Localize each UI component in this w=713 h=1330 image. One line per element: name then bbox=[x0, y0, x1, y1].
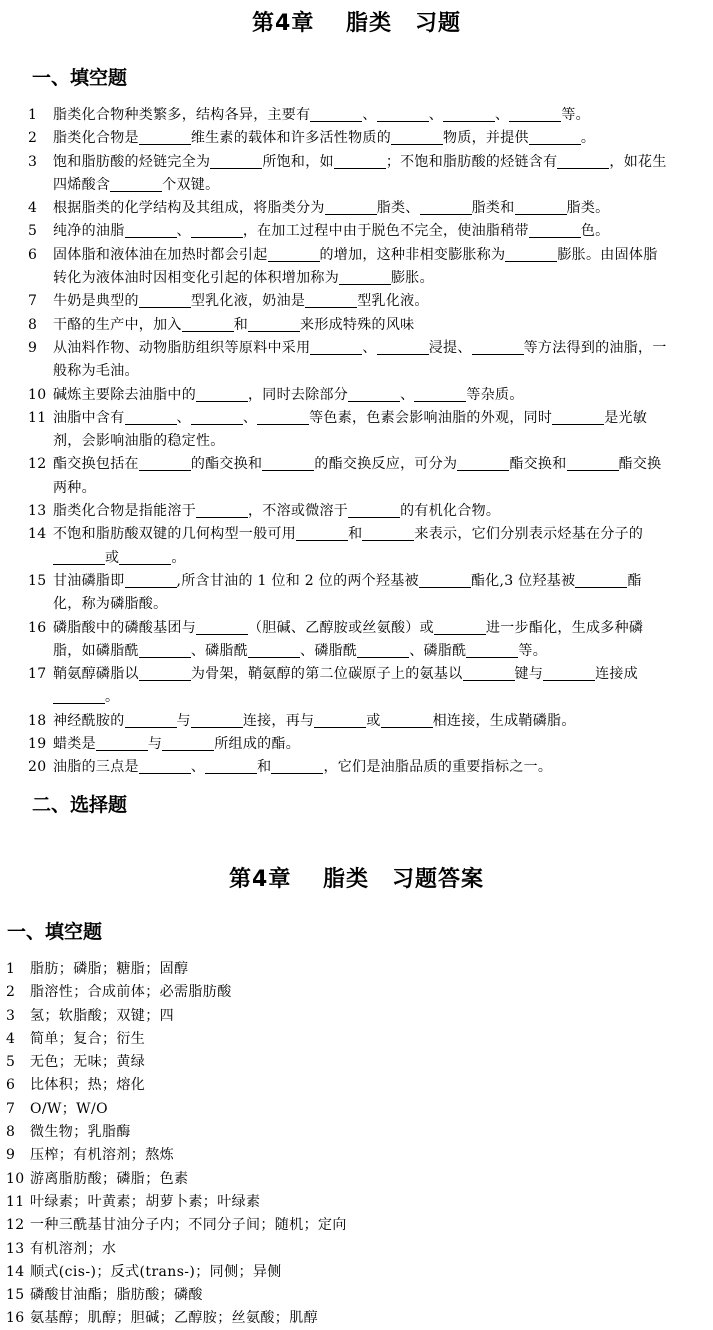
answer-blank bbox=[377, 340, 429, 355]
answer-number: 10 bbox=[6, 1170, 25, 1187]
answer-blank bbox=[139, 456, 191, 471]
question-number: 2 bbox=[28, 130, 38, 147]
question-item bbox=[28, 407, 668, 454]
answer-blank bbox=[191, 410, 243, 425]
question-text: 鞘氨醇磷脂以 bbox=[53, 666, 139, 683]
answer-number: 5 bbox=[6, 1054, 16, 1071]
question-text: 等色素，色素会影响油脂的外观，同时 bbox=[309, 409, 553, 426]
question-text: 根据脂类的化学结构及其组成，将脂类分为 bbox=[53, 200, 325, 217]
question-text: ，不溶或微溶于 bbox=[248, 503, 349, 520]
answer-number: 11 bbox=[6, 1193, 25, 1210]
question-text: 维生素的载体和许多活性物质的 bbox=[190, 130, 392, 147]
answer-number: 14 bbox=[6, 1263, 25, 1280]
question-item bbox=[28, 733, 668, 756]
answer-item bbox=[6, 1005, 713, 1028]
question-text: 酯交换和 bbox=[509, 456, 567, 473]
question-item bbox=[28, 710, 668, 733]
answer-blank bbox=[552, 410, 604, 425]
answer-item bbox=[6, 1214, 713, 1237]
answer-page-title: 第4章 脂类 习题答案 bbox=[229, 867, 484, 892]
answer-blank bbox=[443, 107, 495, 122]
answer-number: 4 bbox=[6, 1030, 16, 1047]
answer-blank bbox=[296, 526, 348, 541]
question-text: 与 bbox=[176, 712, 191, 729]
question-item bbox=[28, 384, 668, 407]
answer-text: 无色；无味；黄绿 bbox=[30, 1054, 146, 1071]
question-text: 。 bbox=[171, 549, 186, 566]
question-number: 12 bbox=[28, 456, 47, 473]
answer-item bbox=[6, 1051, 713, 1074]
answer-blank bbox=[248, 317, 300, 332]
answer-blank bbox=[257, 410, 309, 425]
answer-item bbox=[6, 1168, 713, 1191]
answer-blank bbox=[463, 666, 515, 681]
question-text: ，在加工过程中由于脱色不完全，使油脂稍带 bbox=[242, 223, 529, 240]
question-text: 浸提、 bbox=[428, 339, 472, 356]
answer-text: O/W；W/O bbox=[30, 1100, 108, 1117]
question-number: 10 bbox=[28, 386, 47, 403]
answer-blank bbox=[310, 340, 362, 355]
answer-number: 16 bbox=[6, 1310, 25, 1327]
question-text: ，它们是油脂品质的重要指标之一。 bbox=[323, 759, 553, 776]
question-number: 15 bbox=[28, 572, 47, 589]
answer-blank bbox=[543, 666, 595, 681]
question-text: 、 bbox=[176, 223, 191, 240]
question-text: 磷脂酸中的磷酸基团与 bbox=[53, 619, 196, 636]
question-text: 脂类化合物种类繁多，结构各异，主要有 bbox=[53, 107, 311, 123]
answer-blank bbox=[457, 456, 509, 471]
answer-item bbox=[6, 1144, 713, 1167]
answer-page bbox=[0, 842, 713, 1330]
question-item bbox=[28, 663, 668, 710]
answer-blank bbox=[391, 130, 443, 145]
question-item bbox=[28, 756, 668, 779]
question-text: 来表示，它们分别表示烃基在分子的 bbox=[414, 526, 644, 543]
answer-item bbox=[6, 1284, 713, 1307]
question-item bbox=[28, 197, 668, 220]
answer-item bbox=[6, 1098, 713, 1121]
answer-text: 顺式(cis-)；反式(trans-)；同侧；异侧 bbox=[30, 1263, 282, 1280]
answer-text: 叶绿素；叶黄素；胡萝卜素；叶绿素 bbox=[30, 1193, 261, 1210]
answer-number: 15 bbox=[6, 1287, 25, 1304]
answer-blank bbox=[515, 200, 567, 215]
answer-list bbox=[6, 958, 713, 1330]
question-text: 是光敏剂，会影响油脂的稳定性。 bbox=[53, 409, 648, 450]
question-text: 和 bbox=[233, 316, 249, 333]
question-text: 连接，再与 bbox=[242, 712, 315, 729]
question-item bbox=[28, 104, 668, 127]
answer-text: 压榨；有机溶剂；熬炼 bbox=[30, 1147, 174, 1164]
question-text: 和 bbox=[348, 526, 363, 543]
answer-item bbox=[6, 1238, 713, 1261]
question-number: 14 bbox=[28, 526, 47, 543]
answer-blank bbox=[196, 503, 248, 518]
answer-blank bbox=[125, 410, 177, 425]
page-title: 第4章 脂类 习题 bbox=[252, 11, 461, 36]
question-text: 酯交换包括在 bbox=[53, 456, 139, 473]
answer-item bbox=[6, 1191, 713, 1214]
answer-blank bbox=[434, 620, 486, 635]
answer-text: 氨基醇；肌醇；胆碱；乙醇胺；丝氨酸；肌醇 bbox=[30, 1310, 318, 1327]
question-text: 纯净的油脂 bbox=[53, 223, 125, 240]
question-text: 、磷脂酰 bbox=[300, 642, 358, 659]
answer-blank bbox=[205, 759, 257, 774]
question-number: 7 bbox=[28, 293, 38, 310]
answer-text: 磷酸甘油酯；脂肪酸；磷酸 bbox=[30, 1287, 203, 1304]
answer-text: 有机溶剂；水 bbox=[30, 1240, 117, 1257]
question-text: 、 bbox=[362, 339, 377, 356]
answer-section-heading: 一、填空题 bbox=[7, 921, 103, 943]
question-number: 8 bbox=[28, 316, 38, 333]
question-text: 油脂的三点是 bbox=[53, 759, 139, 776]
answer-blank bbox=[314, 713, 366, 728]
answer-number: 8 bbox=[6, 1124, 16, 1141]
question-text: 脂类化合物是指能溶于 bbox=[53, 503, 196, 520]
question-number: 20 bbox=[28, 759, 47, 776]
answer-blank bbox=[414, 387, 466, 402]
answer-number: 13 bbox=[6, 1240, 25, 1257]
question-text: 与 bbox=[147, 736, 163, 753]
answer-text: 比体积；热；熔化 bbox=[30, 1077, 146, 1094]
question-text: 的酯交换反应，可分为 bbox=[314, 456, 458, 473]
answer-blank bbox=[348, 503, 400, 518]
question-text: 不饱和脂肪酸双键的几何构型一般可用 bbox=[53, 526, 297, 543]
question-item bbox=[28, 523, 668, 570]
question-text: 油脂中含有 bbox=[53, 409, 125, 426]
answer-number: 7 bbox=[6, 1100, 16, 1117]
answer-blank bbox=[210, 154, 262, 169]
answer-blank bbox=[339, 270, 391, 285]
answer-text: 游离脂肪酸；磷脂；色素 bbox=[30, 1170, 189, 1187]
question-text: 酯化，称为磷脂酸。 bbox=[53, 572, 642, 613]
question-text: 等。 bbox=[518, 642, 548, 659]
question-text: 的增加，这种非相变膨胀称为 bbox=[319, 246, 506, 263]
answer-blank bbox=[162, 736, 214, 751]
question-number: 13 bbox=[28, 503, 47, 520]
question-text: 键与 bbox=[514, 666, 544, 683]
answer-blank bbox=[125, 573, 177, 588]
answer-number: 12 bbox=[6, 1217, 25, 1234]
answer-blank bbox=[139, 759, 191, 774]
question-list bbox=[28, 104, 668, 780]
question-text: ，同时去除部分 bbox=[248, 386, 349, 403]
answer-number: 3 bbox=[6, 1007, 16, 1024]
question-text: ；不饱和脂肪酸的烃链含有 bbox=[385, 153, 558, 170]
question-text: 个双键。 bbox=[162, 176, 220, 193]
question-number: 19 bbox=[28, 736, 47, 753]
answer-text: 简单；复合；衍生 bbox=[30, 1030, 146, 1047]
answer-blank bbox=[419, 573, 471, 588]
question-number: 5 bbox=[28, 223, 38, 240]
question-text: 牛奶是典型的 bbox=[53, 293, 139, 310]
answer-blank bbox=[182, 317, 234, 332]
question-number: 4 bbox=[28, 200, 38, 217]
question-text: 干酪的生产中，加入 bbox=[53, 316, 182, 333]
answer-blank bbox=[96, 736, 148, 751]
answer-item bbox=[6, 1121, 713, 1144]
answer-text: 氢；软脂酸；双键；四 bbox=[30, 1007, 174, 1024]
question-text: 进一步酯化，生成多种磷脂，如磷脂酰 bbox=[53, 619, 644, 659]
answer-blank bbox=[466, 643, 518, 658]
question-text: 蜡类是 bbox=[53, 736, 96, 753]
answer-number: 1 bbox=[6, 961, 16, 977]
question-text: 、磷脂酰 bbox=[409, 642, 467, 659]
question-text: 固体脂和液体油在加热时都会引起 bbox=[53, 246, 268, 263]
question-text: 脂类、 bbox=[376, 200, 420, 217]
question-text: 脂类。 bbox=[566, 200, 610, 217]
question-text: 色。 bbox=[580, 223, 610, 240]
question-text: 、 bbox=[242, 409, 258, 426]
answer-blank bbox=[348, 387, 400, 402]
question-text: （胆碱、乙醇胺或丝氨酸）或 bbox=[248, 619, 434, 636]
question-text: 型乳化液。 bbox=[357, 293, 429, 310]
question-text: 碱炼主要除去油脂中的 bbox=[53, 386, 196, 403]
answer-item bbox=[6, 1261, 713, 1284]
answer-item bbox=[6, 1028, 713, 1051]
question-text: 的有机化合物。 bbox=[400, 503, 501, 520]
question-text: 。 bbox=[580, 130, 596, 147]
question-text: 物质，并提供 bbox=[443, 130, 529, 147]
question-text: 甘油磷脂即 bbox=[53, 572, 125, 589]
question-text: 等。 bbox=[561, 107, 590, 123]
answer-blank bbox=[119, 550, 171, 565]
question-text: 膨胀。由固体脂转化为液体油时因相变化引起的体积增加称为 bbox=[53, 246, 658, 287]
answer-blank bbox=[139, 130, 191, 145]
question-text: 的酯交换和 bbox=[190, 456, 263, 473]
answer-blank bbox=[53, 550, 105, 565]
answer-item bbox=[6, 1307, 713, 1330]
question-text: 或 bbox=[366, 712, 381, 729]
answer-text: 脂溶性；合成前体；必需脂肪酸 bbox=[30, 984, 232, 1001]
question-text: 或 bbox=[105, 549, 120, 566]
answer-blank bbox=[191, 223, 243, 238]
answer-number: 2 bbox=[6, 984, 16, 1001]
question-text: 、 bbox=[428, 107, 444, 123]
answer-blank bbox=[472, 340, 524, 355]
question-number: 11 bbox=[28, 409, 47, 426]
answer-number: 9 bbox=[6, 1147, 16, 1164]
answer-text: 微生物；乳脂酶 bbox=[30, 1124, 131, 1141]
question-text: 所组成的酯。 bbox=[214, 736, 301, 753]
question-item bbox=[28, 290, 668, 313]
question-item bbox=[28, 337, 668, 384]
question-text: ，如花生四烯酸含 bbox=[53, 153, 667, 193]
question-text: ,所含甘油的 1 位和 2 位的两个羟基被 bbox=[176, 572, 419, 589]
answer-blank bbox=[505, 247, 557, 262]
answer-blank bbox=[567, 456, 619, 471]
question-text: 神经酰胺的 bbox=[53, 712, 125, 729]
question-text: 酯化,3 位羟基被 bbox=[470, 572, 576, 589]
answer-blank bbox=[271, 759, 323, 774]
question-number: 18 bbox=[28, 712, 47, 729]
question-text: 等杂质。 bbox=[466, 386, 524, 403]
answer-blank bbox=[529, 130, 581, 145]
answer-blank bbox=[196, 620, 248, 635]
answer-blank bbox=[139, 643, 191, 658]
question-text: 、 bbox=[190, 759, 206, 776]
question-item bbox=[28, 314, 668, 337]
answer-text: 脂肪；磷脂；糖脂；固醇 bbox=[30, 961, 189, 977]
answer-blank bbox=[557, 154, 609, 169]
answer-blank bbox=[196, 387, 248, 402]
answer-blank bbox=[334, 154, 386, 169]
question-text: 、 bbox=[176, 409, 191, 426]
answer-blank bbox=[262, 456, 314, 471]
answer-blank bbox=[110, 177, 162, 192]
question-number: 6 bbox=[28, 246, 38, 263]
answer-blank bbox=[305, 293, 357, 308]
answer-text: 一种三酰基甘油分子内；不同分子间；随机；定向 bbox=[30, 1217, 347, 1234]
question-item bbox=[28, 244, 668, 291]
question-item bbox=[28, 617, 668, 664]
question-text: 、 bbox=[495, 107, 510, 123]
answer-blank bbox=[139, 293, 191, 308]
answer-blank bbox=[575, 573, 627, 588]
question-text: 膨胀。 bbox=[391, 270, 434, 287]
answer-blank bbox=[310, 107, 362, 122]
question-text: 连接成 bbox=[595, 666, 639, 683]
question-text: 酯交换两种。 bbox=[53, 456, 662, 496]
answer-blank bbox=[362, 526, 414, 541]
answer-item bbox=[6, 1074, 713, 1097]
question-item bbox=[28, 570, 668, 617]
question-number: 9 bbox=[28, 339, 38, 356]
question-text: 为骨架，鞘氨醇的第二位碳原子上的氨基以 bbox=[190, 666, 463, 683]
question-text: 相连接，生成鞘磷脂。 bbox=[432, 712, 576, 729]
answer-blank bbox=[125, 713, 177, 728]
answer-blank bbox=[248, 643, 300, 658]
question-number: 3 bbox=[28, 153, 38, 170]
question-item bbox=[28, 127, 668, 150]
answer-blank bbox=[381, 713, 433, 728]
answer-blank bbox=[377, 107, 429, 122]
question-text: 所饱和，如 bbox=[262, 153, 334, 170]
question-text: 、磷脂酰 bbox=[190, 642, 249, 659]
question-text: 脂类化合物是 bbox=[53, 130, 139, 147]
question-text: 来形成特殊的风味 bbox=[300, 316, 415, 333]
question-item bbox=[28, 220, 668, 243]
answer-blank bbox=[268, 247, 320, 262]
question-text: 、 bbox=[400, 386, 415, 403]
question-number: 1 bbox=[28, 107, 38, 123]
question-text: 从油料作物、动物脂肪组织等原料中采用 bbox=[53, 339, 311, 356]
question-text: 和 bbox=[257, 759, 272, 776]
question-text: 脂类和 bbox=[471, 200, 515, 217]
answer-blank bbox=[357, 643, 409, 658]
answer-blank bbox=[420, 200, 472, 215]
question-text: 。 bbox=[105, 689, 120, 706]
section-heading-choice: 二、选择题 bbox=[32, 793, 128, 816]
question-text: 型乳化液，奶油是 bbox=[190, 293, 306, 310]
question-text: 等方法得到的油脂，一般称为毛油。 bbox=[53, 339, 667, 380]
answer-item bbox=[6, 981, 713, 1004]
answer-blank bbox=[509, 107, 561, 122]
question-text: 、 bbox=[362, 107, 377, 123]
answer-blank bbox=[125, 223, 177, 238]
answer-item bbox=[6, 958, 713, 981]
question-number: 16 bbox=[28, 619, 47, 636]
answer-blank bbox=[53, 689, 105, 704]
question-item bbox=[28, 453, 668, 500]
question-number: 17 bbox=[28, 666, 47, 683]
question-item bbox=[28, 500, 668, 523]
answer-number: 6 bbox=[6, 1077, 16, 1094]
answer-blank bbox=[325, 200, 377, 215]
section-heading-fill-in: 一、填空题 bbox=[32, 67, 128, 89]
answer-blank bbox=[139, 666, 191, 681]
answer-blank bbox=[191, 713, 243, 728]
question-text: 饱和脂肪酸的烃链完全为 bbox=[53, 153, 211, 170]
answer-blank bbox=[529, 223, 581, 238]
question-item bbox=[28, 151, 668, 198]
